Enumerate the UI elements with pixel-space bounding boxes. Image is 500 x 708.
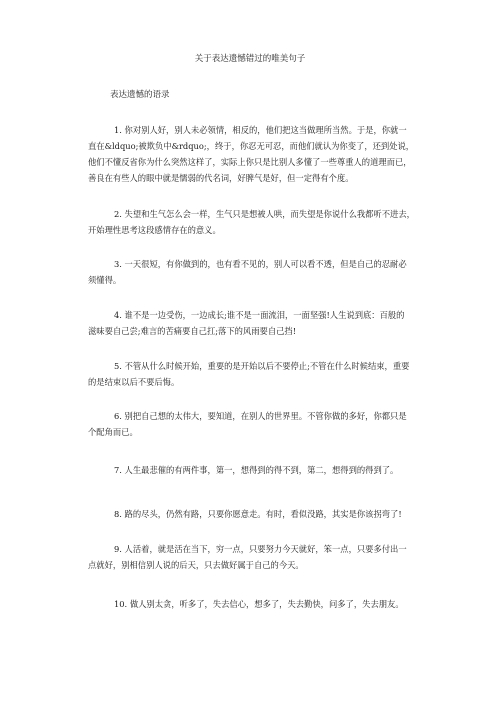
- paragraph-line: 7. 人生最悲催的有两件事，第一，想得到的得不到，第二，想得到的得到了。: [114, 465, 399, 475]
- paragraph-line: 他们不懂反省你为什么突然这样了，实际上你只是比别人多懂了一些尊重人的道理而已，: [88, 157, 412, 167]
- paragraph-line: 6. 别把自己想的太伟大，要知道，在别人的世界里。不管你做的多好，你都只是: [114, 411, 407, 421]
- paragraph-line: 2. 失望和生气怎么会一样，生气只是想被人哄，而失望是你说什么我都听不进去，: [114, 209, 415, 219]
- paragraph-line: 善良在有些人的眼中就是懦弱的代名词，好脾气是好，但一定得有个度。: [88, 173, 354, 183]
- paragraph-9: [88, 541, 428, 573]
- paragraph-2: [88, 206, 428, 238]
- paragraph-line: 5. 不管从什么时候开始，重要的是开始以后不要停止;不管在什么时候结束，重要: [114, 361, 410, 371]
- paragraph-6: [88, 408, 428, 440]
- paragraph-line: 直在&ldquo;被欺负中&rdquo;，终于，你忍无可忍，而他们就认为你变了，还到处说，: [88, 141, 415, 151]
- paragraph-8: [88, 506, 428, 522]
- paragraph-line: 的是结束以后不要后悔。: [88, 377, 180, 387]
- paragraph-line: 点就好，别相信别人说的后天，只去做好属于自己的今天。: [88, 560, 304, 570]
- paragraph-7: [88, 462, 428, 478]
- paragraph-line: 10. 做人别太贪，听多了，失去信心，想多了，失去勤快，问多了，失去朋友。: [114, 599, 404, 609]
- section-heading: 表达遗憾的语录: [110, 90, 170, 100]
- paragraph-line: 1. 你对别人好，别人未必领情，相反的，他们把这当做理所当然。于是，你就一: [114, 125, 407, 135]
- paragraph-line: 个配角而已。: [88, 427, 138, 437]
- paragraph-line: 8. 路的尽头，仍然有路，只要你愿意走。有时，看似没路，其实是你该拐弯了!: [114, 509, 402, 519]
- paragraph-5: [88, 358, 428, 390]
- paragraph-line: 3. 一天很短，有你做到的，也有看不见的，别人可以看不透，但是自己的忍耐必: [114, 259, 407, 269]
- paragraph-line: 须懂得。: [88, 275, 122, 285]
- paragraph-10: [88, 596, 428, 612]
- paragraph-4: [88, 307, 428, 339]
- paragraph-3: [88, 256, 428, 288]
- paragraph-line: 开始理性思考这段感情存在的意义。: [88, 225, 221, 235]
- paragraph-line: 4. 谁不是一边受伤，一边成长;谁不是一面流泪，一面坚强!人生说到底：百般的: [114, 310, 405, 320]
- paragraph-line: 滋味要自己尝;难言的苦痛要自己扛;落下的风雨要自己挡!: [88, 326, 297, 336]
- paragraph-1: [88, 122, 428, 186]
- paragraph-line: 9. 人活着，就是活在当下，穷一点，只要努力今天就好，笨一点，只要多付出一: [114, 544, 407, 554]
- document-title: 关于表达遗憾错过的唯美句子: [194, 54, 306, 64]
